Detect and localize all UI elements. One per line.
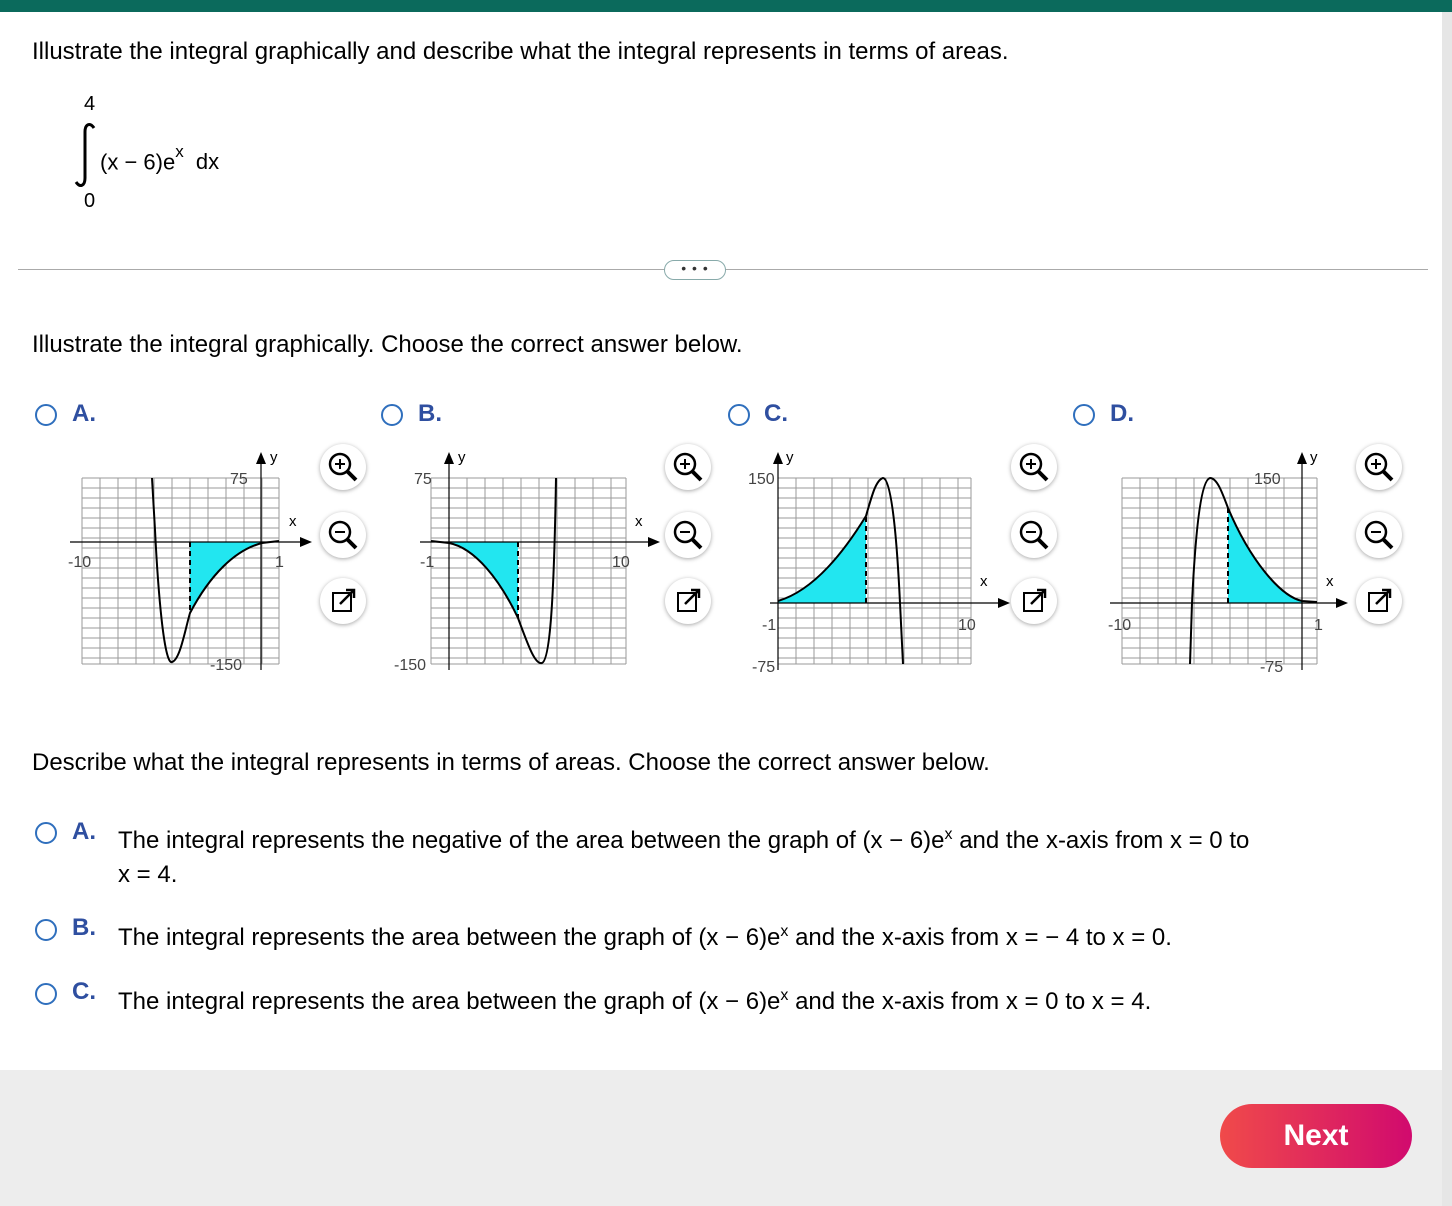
expand-button-a[interactable] xyxy=(320,578,366,624)
zoom-in-icon xyxy=(1011,444,1057,490)
answer-a-sup: x xyxy=(944,826,953,843)
zoom-out-button-a[interactable] xyxy=(320,512,366,558)
graph-d-x-axis-label: x xyxy=(1326,573,1334,590)
zoom-out-button-d[interactable] xyxy=(1356,512,1402,558)
expand-icon xyxy=(1011,578,1057,624)
graph-c-x-left-label: -1 xyxy=(762,617,777,634)
graph-c-y-bottom-label: -75 xyxy=(752,659,776,676)
answer-text-b xyxy=(118,923,1172,952)
graph-a xyxy=(60,440,320,680)
radio-answer-c[interactable] xyxy=(35,983,57,1005)
graph-b-y-bottom-label: -150 xyxy=(394,657,427,674)
integral-upper-limit: 4 xyxy=(84,93,96,115)
scrollbar[interactable] xyxy=(1442,12,1452,1206)
answer-b-text-pre: The integral represents the area between the graph of (x − 6)e xyxy=(118,924,781,951)
graph-a-y-axis-label: y xyxy=(270,449,278,466)
option-letter-d: D. xyxy=(1110,400,1134,427)
top-bar xyxy=(0,0,1452,12)
zoom-in-icon xyxy=(1356,444,1402,490)
radio-graph-c[interactable] xyxy=(728,404,750,426)
next-button[interactable]: Next xyxy=(1220,1104,1412,1168)
answer-a-text-pre: The integral represents the negative of the area between the graph of (x − 6)e xyxy=(118,827,945,854)
graph-b-x-left-label: -1 xyxy=(420,554,435,571)
graph-c-y-top-label: 150 xyxy=(748,471,775,488)
question-prompt: Illustrate the integral graphically and describe what the integral represents in terms of areas. xyxy=(32,38,1009,65)
graph-b-y-axis-label: y xyxy=(458,449,466,466)
zoom-out-icon xyxy=(665,512,711,558)
graph-a-x-left-label: -10 xyxy=(68,554,92,571)
graph-d-y-bottom-label: -75 xyxy=(1260,659,1284,676)
graph-b-shaded-area xyxy=(449,542,518,618)
differential: dx xyxy=(195,149,220,175)
zoom-out-icon xyxy=(320,512,366,558)
answer-c-sup: x xyxy=(780,987,789,1004)
graph-c xyxy=(740,440,1020,680)
graph-d-y-axis-label: y xyxy=(1310,449,1318,466)
answer-text-c xyxy=(118,987,1151,1016)
answer-c-text-post: and the x-axis from x = 0 to x = 4. xyxy=(788,988,1152,1015)
graph-a-y-top-label: 75 xyxy=(230,471,248,488)
integrand: (x − 6)e xyxy=(100,149,176,175)
graph-d-x-left-label: -10 xyxy=(1108,617,1132,634)
zoom-out-button-b[interactable] xyxy=(665,512,711,558)
graph-a-x-axis-label: x xyxy=(289,513,297,530)
graph-c-grid xyxy=(778,478,971,664)
answer-text-a xyxy=(118,826,1249,855)
zoom-in-icon xyxy=(665,444,711,490)
integral-lower-limit: 0 xyxy=(84,190,96,212)
graph-d-y-top-label: 150 xyxy=(1254,471,1281,488)
graph-d xyxy=(1100,440,1360,680)
answer-letter-c: C. xyxy=(72,978,96,1005)
zoom-out-icon xyxy=(1011,512,1057,558)
radio-answer-b[interactable] xyxy=(35,919,57,941)
integrand-exponent: x xyxy=(175,142,184,161)
zoom-in-icon xyxy=(320,444,366,490)
answer-c-text-pre: The integral represents the area between the graph of (x − 6)e xyxy=(118,988,781,1015)
expand-button-b[interactable] xyxy=(665,578,711,624)
answer-a-text-post: and the x-axis from x = 0 to xyxy=(952,827,1250,854)
answer-b-text-post: and the x-axis from x = − 4 to x = 0. xyxy=(788,924,1172,951)
option-letter-c: C. xyxy=(764,400,788,427)
graph-b-x-axis-label: x xyxy=(635,513,643,530)
expand-icon xyxy=(320,578,366,624)
answer-b-sup: x xyxy=(780,923,789,940)
zoom-in-button-b[interactable] xyxy=(665,444,711,490)
radio-graph-d[interactable] xyxy=(1073,404,1095,426)
graph-a-y-bottom-label: -150 xyxy=(210,657,243,674)
graph-a-x-right-label: 1 xyxy=(275,554,284,571)
expand-icon xyxy=(1356,578,1402,624)
expand-button-c[interactable] xyxy=(1011,578,1057,624)
zoom-in-button-a[interactable] xyxy=(320,444,366,490)
zoom-in-button-c[interactable] xyxy=(1011,444,1057,490)
graph-c-x-axis-label: x xyxy=(980,573,988,590)
part1-prompt: Illustrate the integral graphically. Choose the correct answer below. xyxy=(32,331,743,358)
graph-a-grid xyxy=(82,478,279,664)
graph-c-shaded-area xyxy=(778,516,866,603)
expand-icon xyxy=(665,578,711,624)
integral-sign-icon xyxy=(72,122,98,188)
option-letter-a: A. xyxy=(72,400,96,427)
expand-button-d[interactable] xyxy=(1356,578,1402,624)
radio-answer-a[interactable] xyxy=(35,822,57,844)
graph-c-y-axis-label: y xyxy=(786,449,794,466)
option-letter-b: B. xyxy=(418,400,442,427)
graph-b xyxy=(390,440,670,680)
part2-prompt: Describe what the integral represents in terms of areas. Choose the correct answer below. xyxy=(32,749,990,776)
answer-letter-b: B. xyxy=(72,914,96,941)
graph-d-shaded-area xyxy=(1228,508,1302,603)
zoom-in-button-d[interactable] xyxy=(1356,444,1402,490)
answer-a-line2: x = 4. xyxy=(118,861,178,888)
graph-b-grid xyxy=(431,478,626,664)
graph-d-grid xyxy=(1122,478,1317,664)
graph-c-x-right-label: 10 xyxy=(958,617,976,634)
radio-graph-a[interactable] xyxy=(35,404,57,426)
more-button[interactable]: • • • xyxy=(664,260,726,280)
answer-letter-a: A. xyxy=(72,818,96,845)
zoom-out-icon xyxy=(1356,512,1402,558)
graph-d-x-right-label: 1 xyxy=(1314,617,1323,634)
radio-graph-b[interactable] xyxy=(381,404,403,426)
graph-b-y-top-label: 75 xyxy=(414,471,432,488)
zoom-out-button-c[interactable] xyxy=(1011,512,1057,558)
graph-b-x-right-label: 10 xyxy=(612,554,630,571)
